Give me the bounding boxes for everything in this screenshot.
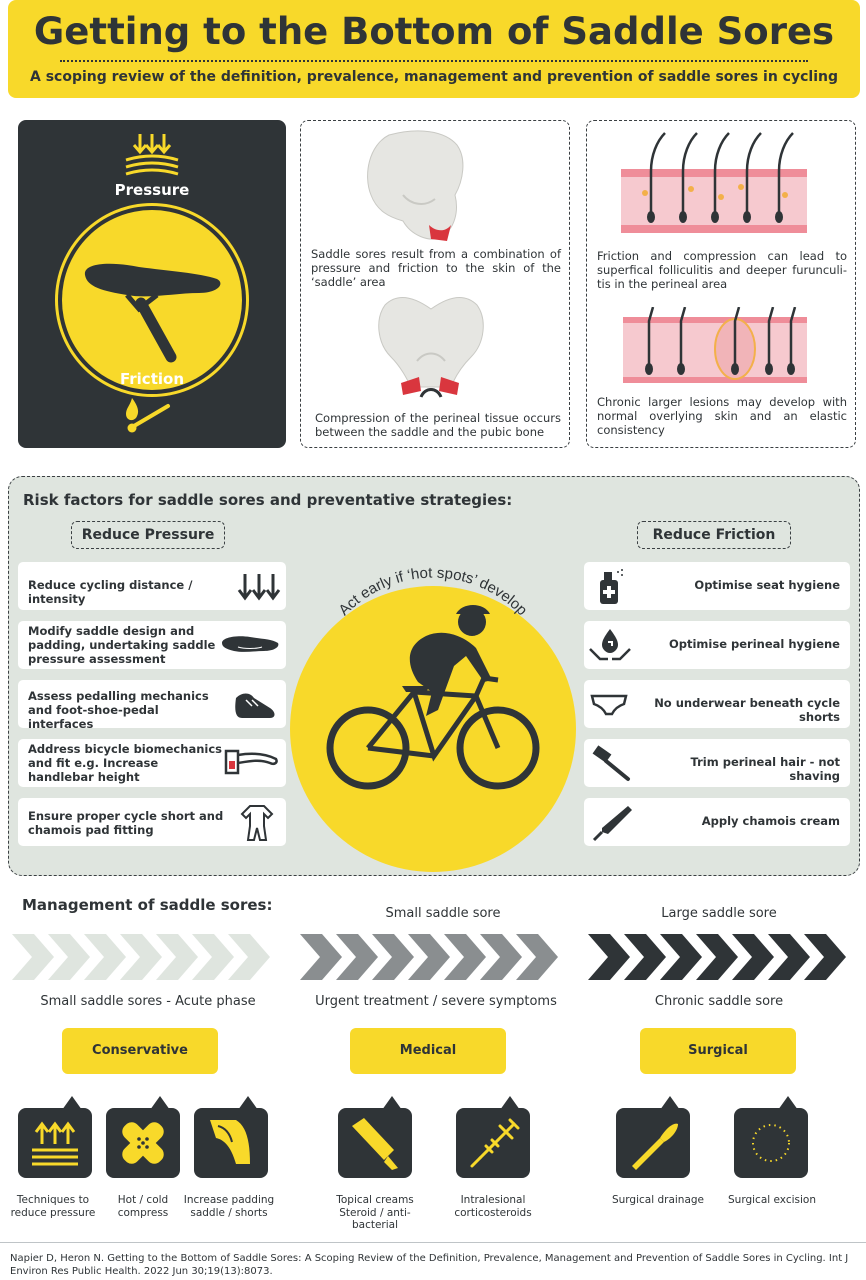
- pressure-item: [18, 562, 286, 610]
- scalpel-icon: [626, 1116, 682, 1172]
- up-arrows-icon: [28, 1116, 82, 1170]
- pelvis-bottom-image: [371, 291, 491, 403]
- reduce-pressure-title: Reduce Pressure: [71, 521, 225, 549]
- pelvis-top-image: [359, 125, 479, 247]
- spray-bottle-icon: [588, 566, 634, 606]
- skin-caption-top: Friction and compression can lead to superfical folliculitis and deeper furunculi-tis in the perineal area: [597, 249, 847, 291]
- surgical-phase-label: Chronic saddle sore: [654, 994, 784, 1009]
- cyclist-icon: [326, 600, 546, 800]
- underwear-icon: [586, 684, 632, 724]
- saddle-circle: [62, 210, 242, 390]
- pressure-item-text: Address bicycle biomechanics and fit e.g. Increase handlebar height: [28, 742, 222, 784]
- pressure-item: [18, 798, 286, 846]
- risk-heading: Risk factors for saddle sores and preventative strategies:: [23, 491, 513, 509]
- medical-badge: Medical: [350, 1028, 506, 1074]
- medical-top-label: Small saddle sore: [385, 906, 501, 921]
- management-title: Management of saddle sores:: [22, 896, 273, 914]
- friction-item: [584, 798, 850, 846]
- treatment-tile: [106, 1108, 180, 1178]
- syringe-icon: [466, 1116, 522, 1172]
- header-banner: [8, 0, 860, 98]
- conservative-phase-label: Small saddle sores - Acute phase: [40, 994, 256, 1009]
- chronic-lesion-skin-image: [623, 307, 807, 387]
- tile-caption: Surgical drainage: [611, 1194, 705, 1206]
- down-arrows-icon: [236, 566, 282, 606]
- page-subtitle: A scoping review of the definition, prevalence, management and prevention of saddle sores in cycling: [30, 69, 838, 85]
- pressure-item-text: Ensure proper cycle short and chamois pad fitting: [28, 809, 224, 837]
- pressure-item: [18, 739, 286, 787]
- treatment-tile: [616, 1108, 690, 1178]
- tile-caption: Increase padding saddle / shorts: [183, 1194, 275, 1219]
- chevron-row-dark: [588, 932, 860, 982]
- folliculitis-skin-image: [621, 131, 807, 241]
- pressure-label: Pressure: [114, 181, 190, 199]
- treatment-tile: [456, 1108, 530, 1178]
- friction-label: Friction: [119, 370, 184, 388]
- tile-caption: Topical creams Steroid / anti-bacterial: [336, 1194, 414, 1231]
- tile-caption: Surgical excision: [728, 1194, 816, 1206]
- page-title: Getting to the Bottom of Saddle Sores: [33, 10, 835, 53]
- excision-circle-icon: [746, 1118, 796, 1168]
- friction-item-text: Optimise seat hygiene: [694, 578, 840, 592]
- hands-drop-icon: [588, 625, 634, 665]
- friction-item: [584, 680, 850, 728]
- tile-caption: Intralesional corticosteroids: [454, 1194, 532, 1219]
- pressure-item: [18, 621, 286, 669]
- handlebar-icon: [220, 743, 280, 783]
- pressure-item-text: Assess pedalling mechanics and foot-shoe-pedal interfaces: [28, 689, 209, 731]
- anatomy-card: [300, 120, 570, 448]
- pressure-item-text: Reduce cycling distance / intensity: [28, 578, 193, 606]
- razor-icon: [588, 743, 634, 783]
- friction-item-text: Trim perineal hair - not shaving: [690, 755, 840, 783]
- treatment-tile: [18, 1108, 92, 1178]
- pressure-arrows-icon: [118, 132, 186, 180]
- friction-item: [584, 562, 850, 610]
- pressure-item-text: Modify saddle design and padding, undertaking saddle pressure assessment: [28, 624, 216, 666]
- citation: Napier D, Heron N. Getting to the Bottom of Saddle Sores: A Scoping Review of the Definition, Prevalence, Management and Prevention of Saddle Sores in Cycling. Int J Environ Res Public Health. 2022 Jun 30;19(13):8073.: [10, 1253, 849, 1277]
- anatomy-caption-bottom: Compression of the perineal tissue occurs between the saddle and the pubic bone: [315, 411, 561, 439]
- match-flame-icon: [118, 392, 178, 436]
- hot-spots-text: Act early if ‘hot spots’ develop: [335, 564, 531, 619]
- chevron-row-medium: [300, 932, 572, 982]
- saddle-icon: [220, 625, 280, 665]
- pressure-item: [18, 680, 286, 731]
- header-divider: [60, 60, 808, 62]
- friction-item-text: Optimise perineal hygiene: [668, 637, 840, 651]
- saddle-seatpost-icon: [79, 253, 229, 363]
- cycling-shoe-icon: [232, 684, 278, 724]
- bandage-icon: [118, 1118, 168, 1168]
- anatomy-caption-top: Saddle sores result from a combination of pressure and friction to the skin of the ‘saddle’ area: [311, 247, 561, 289]
- citation-divider: [0, 1242, 866, 1243]
- pressure-friction-panel: [18, 120, 286, 448]
- treatment-tile: [194, 1108, 268, 1178]
- tile-caption: Techniques to reduce pressure: [10, 1194, 96, 1219]
- friction-item: [584, 739, 850, 787]
- cycling-suit-icon: [234, 802, 280, 842]
- friction-item: [584, 621, 850, 669]
- skin-caption-bottom: Chronic larger lesions may develop with normal overlying skin and an elastic consistency: [597, 395, 847, 437]
- friction-item-text: Apply chamois cream: [701, 814, 840, 828]
- medical-phase-label: Urgent treatment / severe symptoms: [315, 994, 557, 1009]
- treatment-tile: [338, 1108, 412, 1178]
- ointment-tube-icon: [348, 1116, 404, 1172]
- friction-item-text: No underwear beneath cycle shorts: [654, 696, 840, 724]
- shorts-padding-icon: [206, 1116, 256, 1170]
- surgical-top-label: Large saddle sore: [661, 906, 777, 921]
- tile-caption: Hot / cold compress: [117, 1194, 169, 1219]
- skin-layers-card: [586, 120, 856, 448]
- cream-tube-icon: [588, 802, 634, 842]
- conservative-badge: Conservative: [62, 1028, 218, 1074]
- chevron-row-light: [12, 932, 284, 982]
- reduce-friction-title: Reduce Friction: [637, 521, 791, 549]
- treatment-tile: [734, 1108, 808, 1178]
- surgical-badge: Surgical: [640, 1028, 796, 1074]
